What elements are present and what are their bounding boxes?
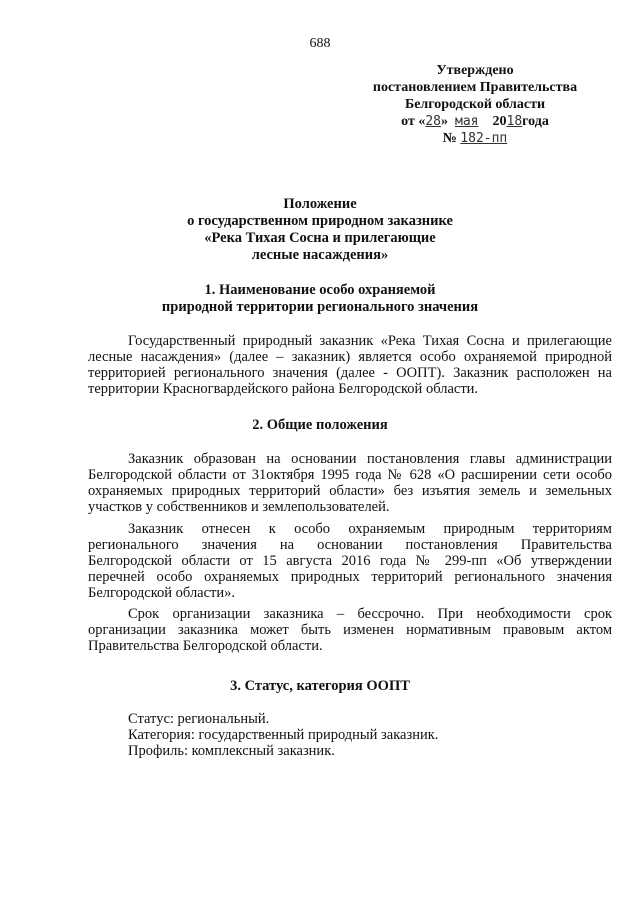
title-line: «Река Тихая Сосна и прилегающие [204, 230, 436, 246]
text-line: регионального значения на основании постановления Правительства [88, 537, 612, 553]
text-line: Государственный природный заказник «Река Тихая Сосна и прилегающие [128, 333, 612, 349]
title-line: Положение [283, 196, 357, 212]
year-prefix: 20 [492, 114, 507, 129]
approval-line: Утверждено [436, 63, 514, 78]
section-1-paragraph [88, 333, 612, 397]
list-item: Статус: региональный. [128, 711, 270, 727]
text-line: организации заказника может быть изменен нормативным правовым актом [88, 622, 612, 638]
section-3-heading [0, 678, 640, 695]
text-line: перечней особо охраняемых природных территорий регионального значения [88, 569, 612, 585]
section-1-heading [0, 282, 640, 316]
decree-number: 182-пп [460, 131, 508, 146]
heading-line: 1. Наименование особо охраняемой [204, 282, 436, 298]
document-title [0, 196, 640, 264]
section-2-paragraph-1 [88, 451, 612, 515]
date-day: 28 [425, 114, 442, 129]
text-line: охраняемых природных территорий области» без изъятия земель и земельных [88, 483, 612, 499]
text-line: Белгородской области от 15 августа 2016 года № 299-пп «Об утверждении [88, 553, 612, 569]
section-2-paragraph-3 [88, 606, 612, 654]
text-line: участков у собственников и землепользователей. [88, 499, 390, 515]
year-suffix: года [522, 114, 549, 129]
approval-block [340, 62, 610, 147]
date-mid: » [441, 114, 449, 129]
heading-line: 2. Общие положения [252, 417, 388, 433]
heading-line: 3. Статус, категория ООПТ [230, 678, 410, 694]
title-line: лесные насаждения» [251, 247, 389, 263]
date-month: мая [455, 114, 479, 129]
approval-line: постановлением Правительства [372, 80, 578, 95]
heading-line: природной территории регионального значения [161, 299, 479, 315]
page-number: 688 [309, 36, 331, 51]
text-line: лесные насаждения» (далее – заказник) является особо охраняемой природной [88, 349, 612, 365]
list-item: Категория: государственный природный заказник. [128, 727, 439, 743]
date-prefix: от « [401, 114, 426, 129]
text-line: территорией регионального значения (далее - ООПТ). Заказник расположен на [88, 365, 612, 381]
approval-number [340, 130, 610, 147]
text-line: Заказник образован на основании постановления главы администрации [128, 451, 612, 467]
text-line: Правительства Белгородской области. [88, 638, 323, 654]
date-year: 18 [506, 114, 523, 129]
section-2-heading [0, 417, 640, 434]
text-line: Белгородской области». [88, 585, 236, 601]
title-line: о государственном природном заказнике [187, 213, 453, 229]
list-item: Профиль: комплексный заказник. [128, 743, 335, 759]
number-prefix: № [442, 131, 457, 146]
text-line: Заказник отнесен к особо охраняемым природным территориям [128, 521, 612, 537]
text-line: Срок организации заказника – бессрочно. При необходимости срок [128, 606, 612, 622]
approval-date [340, 113, 610, 130]
text-line: территории Красногвардейского района Белгородской области. [88, 381, 479, 397]
approval-line: Белгородской области [404, 97, 546, 112]
text-line: Белгородской области от 31октября 1995 года № 628 «О расширении сети особо [88, 467, 612, 483]
section-3-list [128, 711, 608, 759]
section-2-paragraph-2 [88, 521, 612, 601]
